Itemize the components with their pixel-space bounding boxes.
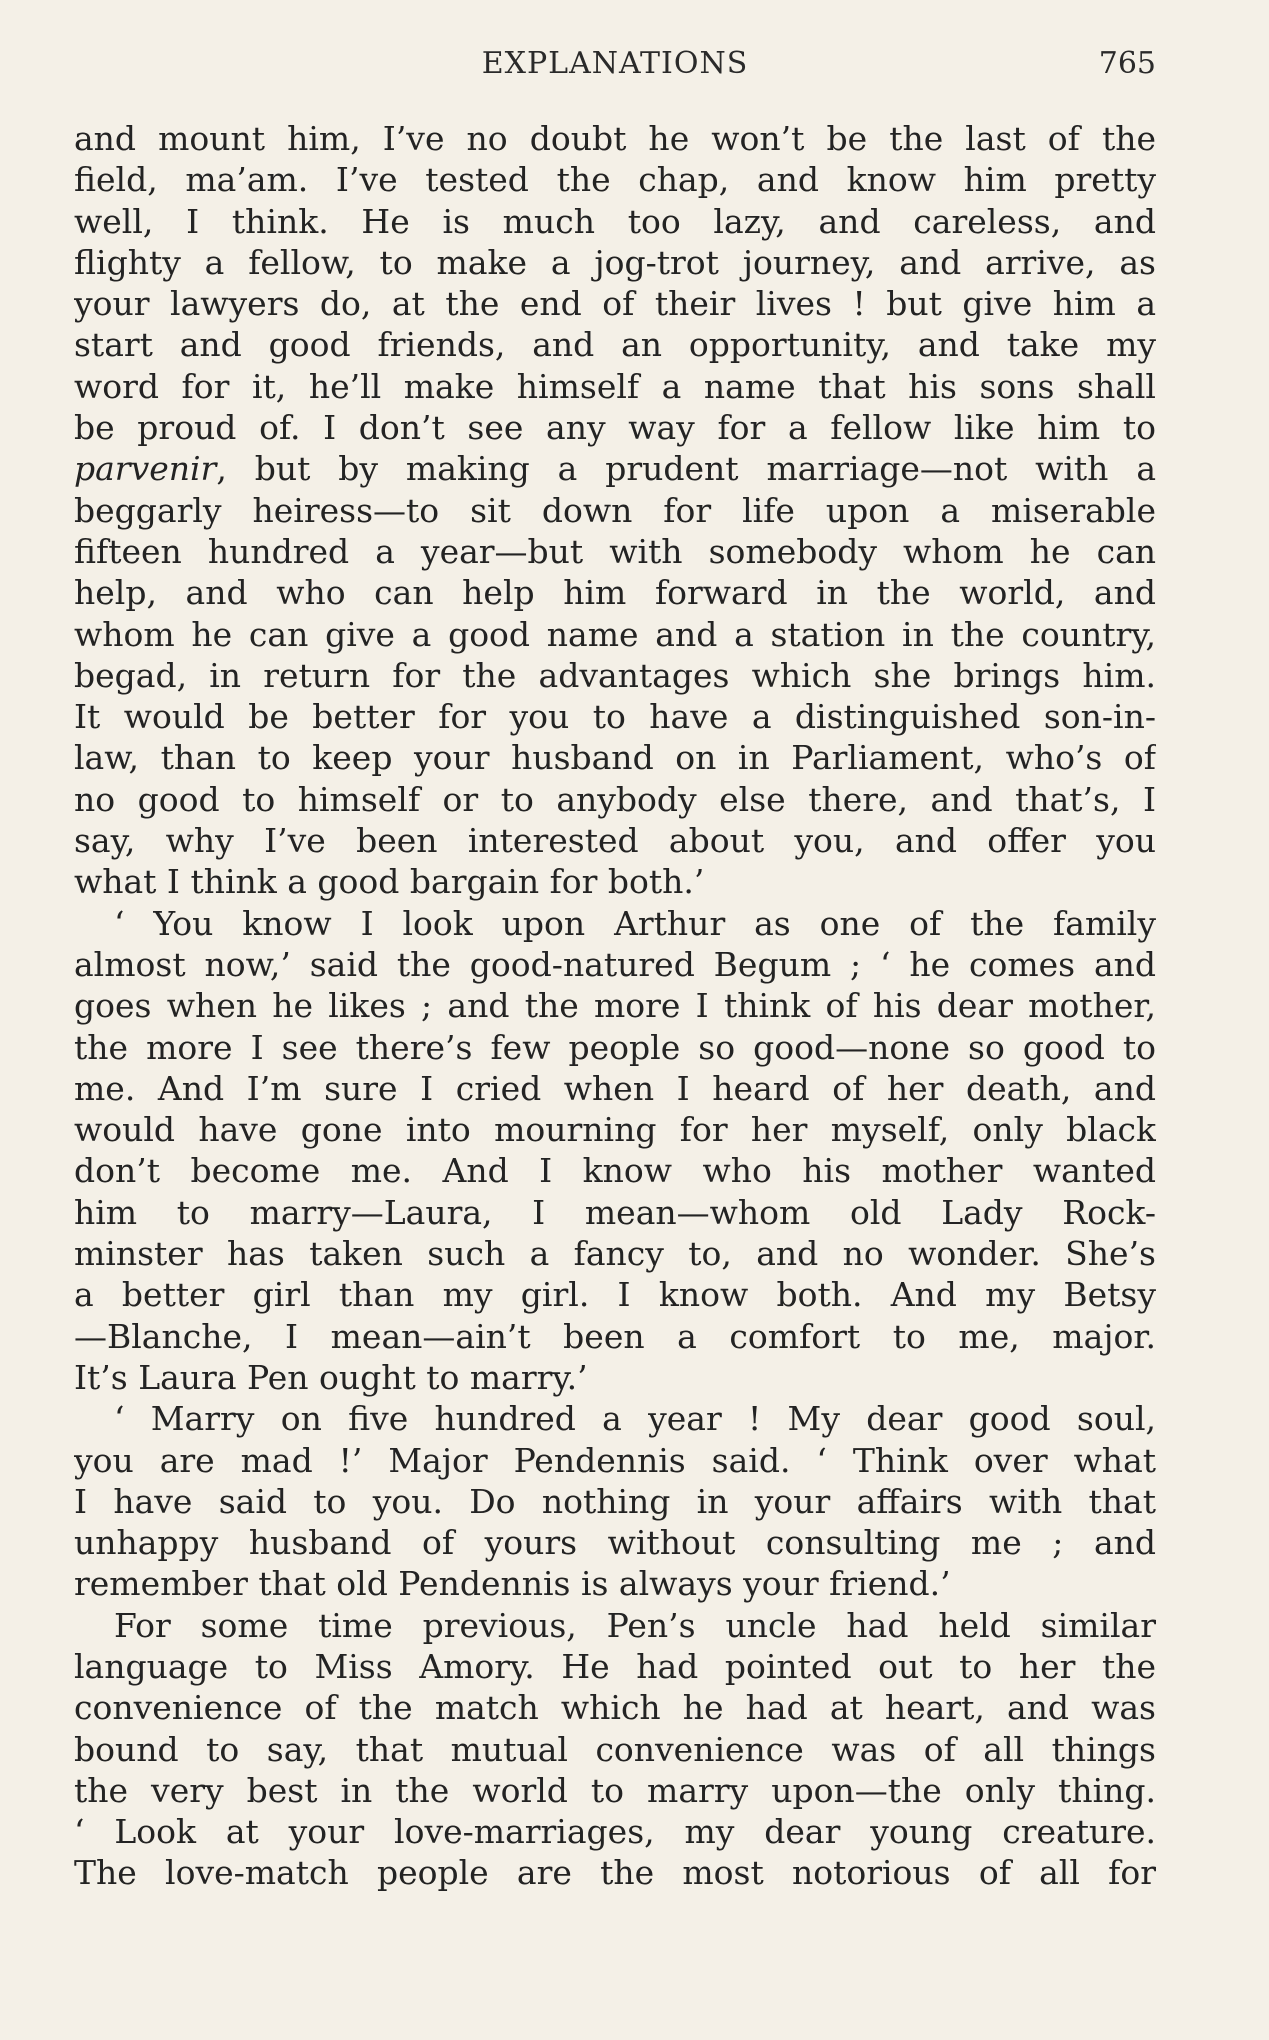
line-text: For some time previous, Pen’s uncle had held similar — [114, 1605, 1156, 1645]
text-line — [74, 1687, 1156, 1728]
line-text: —Blanche, I mean—ain’t been a comfort to me, major. — [74, 1316, 1156, 1356]
text-line — [74, 696, 1156, 737]
line-text: start and good friends, and an opportunity, and take my — [74, 325, 1156, 365]
line-text: you are mad !’ Major Pendennis said. ‘ Think over what — [74, 1440, 1156, 1480]
line-text: It would be better for you to have a distinguished son-in- — [74, 697, 1156, 737]
text-line — [74, 903, 1156, 944]
text-line — [74, 655, 1156, 696]
line-text: whom he can give a good name and a station in the country, — [74, 614, 1156, 654]
text-line — [74, 1150, 1156, 1191]
text-line — [74, 1729, 1156, 1770]
text-line — [74, 820, 1156, 861]
text-line — [74, 118, 1156, 159]
text-line — [74, 1109, 1156, 1150]
text-line — [74, 1233, 1156, 1274]
text-line — [74, 407, 1156, 448]
text-line — [74, 1398, 1156, 1439]
line-text: language to Miss Amory. He had pointed out to her the — [74, 1646, 1156, 1686]
text-line — [74, 1646, 1156, 1687]
text-line — [74, 572, 1156, 613]
text-line — [74, 201, 1156, 242]
text-line — [74, 779, 1156, 820]
line-text: ‘ You know I look upon Arthur as one of the family — [114, 903, 1156, 943]
line-text: convenience of the match which he had at heart, and was — [74, 1688, 1156, 1728]
line-text: The love-match people are the most notorious of all for — [74, 1853, 1156, 1893]
line-text: be proud of. I don’t see any way for a fellow like him to — [74, 408, 1156, 448]
line-text: bound to say, that mutual convenience was of all things — [74, 1729, 1156, 1769]
text-line — [74, 1811, 1156, 1852]
line-text: almost now,’ said the good-natured Begum ; ‘ he comes and — [74, 944, 1156, 984]
line-text: remember that old Pendennis is always your friend.’ — [74, 1564, 951, 1604]
line-text: I have said to you. Do nothing in your affairs with that — [74, 1481, 1156, 1521]
page-header — [74, 44, 1156, 84]
line-text: help, and who can help him forward in the world, and — [74, 573, 1156, 613]
text-line — [74, 1770, 1156, 1811]
body-text — [74, 118, 1156, 1894]
line-text: minster has taken such a fancy to, and no wonder. She’s — [74, 1234, 1156, 1274]
running-title: EXPLANATIONS — [481, 46, 749, 81]
text-line — [74, 448, 1156, 489]
text-line — [74, 1068, 1156, 1109]
text-line — [74, 861, 1156, 902]
italic-word: parvenir — [74, 449, 217, 489]
line-text: no good to himself or to anybody else there, and that’s, I — [74, 779, 1156, 819]
line-text: would have gone into mourning for her myself, only black — [74, 1110, 1156, 1150]
text-line — [74, 1192, 1156, 1233]
line-text: a better girl than my girl. I know both. And my Betsy — [74, 1275, 1156, 1315]
line-text: flighty a fellow, to make a jog-trot journey, and arrive, as — [74, 242, 1156, 282]
line-text: and mount him, I’ve no doubt he won’t be the last of the — [74, 119, 1156, 158]
text-line — [74, 1027, 1156, 1068]
text-line — [74, 1522, 1156, 1563]
text-line — [74, 737, 1156, 778]
text-line — [74, 1563, 1156, 1604]
text-line — [74, 1316, 1156, 1357]
line-text: the more I see there’s few people so good—none so good to — [74, 1027, 1156, 1067]
line-text: the very best in the world to marry upon—the only thing. — [74, 1770, 1156, 1810]
line-text: what I think a good bargain for both.’ — [74, 862, 705, 902]
text-line — [74, 283, 1156, 324]
line-text: me. And I’m sure I cried when I heard of her death, and — [74, 1068, 1156, 1108]
text-line — [74, 1605, 1156, 1646]
line-text: ‘ Marry on five hundred a year ! My dear good soul, — [114, 1399, 1156, 1439]
text-line — [74, 242, 1156, 283]
line-text: word for it, he’ll make himself a name that his sons shall — [74, 366, 1156, 406]
line-text: field, ma’am. I’ve tested the chap, and know him pretty — [74, 160, 1156, 200]
text-line — [74, 985, 1156, 1026]
line-text: law, than to keep your husband on in Parliament, who’s of — [74, 738, 1156, 778]
line-text: , but by making a prudent marriage—not with a — [216, 449, 1156, 489]
text-line — [74, 490, 1156, 531]
text-line — [74, 1357, 1156, 1398]
text-line — [74, 324, 1156, 365]
line-text: don’t become me. And I know who his mother wanted — [74, 1151, 1156, 1191]
text-line — [74, 1274, 1156, 1315]
text-line — [74, 531, 1156, 572]
line-text: It’s Laura Pen ought to marry.’ — [74, 1357, 588, 1397]
text-line — [74, 159, 1156, 200]
text-line — [74, 614, 1156, 655]
line-text: beggarly heiress—to sit down for life upon a miserable — [74, 490, 1156, 530]
text-line — [74, 944, 1156, 985]
line-text: unhappy husband of yours without consulting me ; and — [74, 1523, 1156, 1563]
text-line — [74, 366, 1156, 407]
line-text: well, I think. He is much too lazy, and careless, and — [74, 201, 1156, 241]
text-line — [74, 1481, 1156, 1522]
text-line — [74, 1440, 1156, 1481]
line-text: your lawyers do, at the end of their lives ! but give him a — [74, 284, 1156, 324]
line-text: ‘ Look at your love-marriages, my dear young creature. — [74, 1812, 1156, 1852]
line-text: goes when he likes ; and the more I think of his dear mother, — [74, 986, 1156, 1026]
line-text: say, why I’ve been interested about you, and offer you — [74, 821, 1156, 861]
page-number: 765 — [1098, 46, 1156, 81]
text-line — [74, 1852, 1156, 1893]
line-text: begad, in return for the advantages which she brings him. — [74, 655, 1156, 695]
line-text: him to marry—Laura, I mean—whom old Lady Rock- — [74, 1192, 1156, 1232]
line-text: fifteen hundred a year—but with somebody whom he can — [74, 531, 1156, 571]
